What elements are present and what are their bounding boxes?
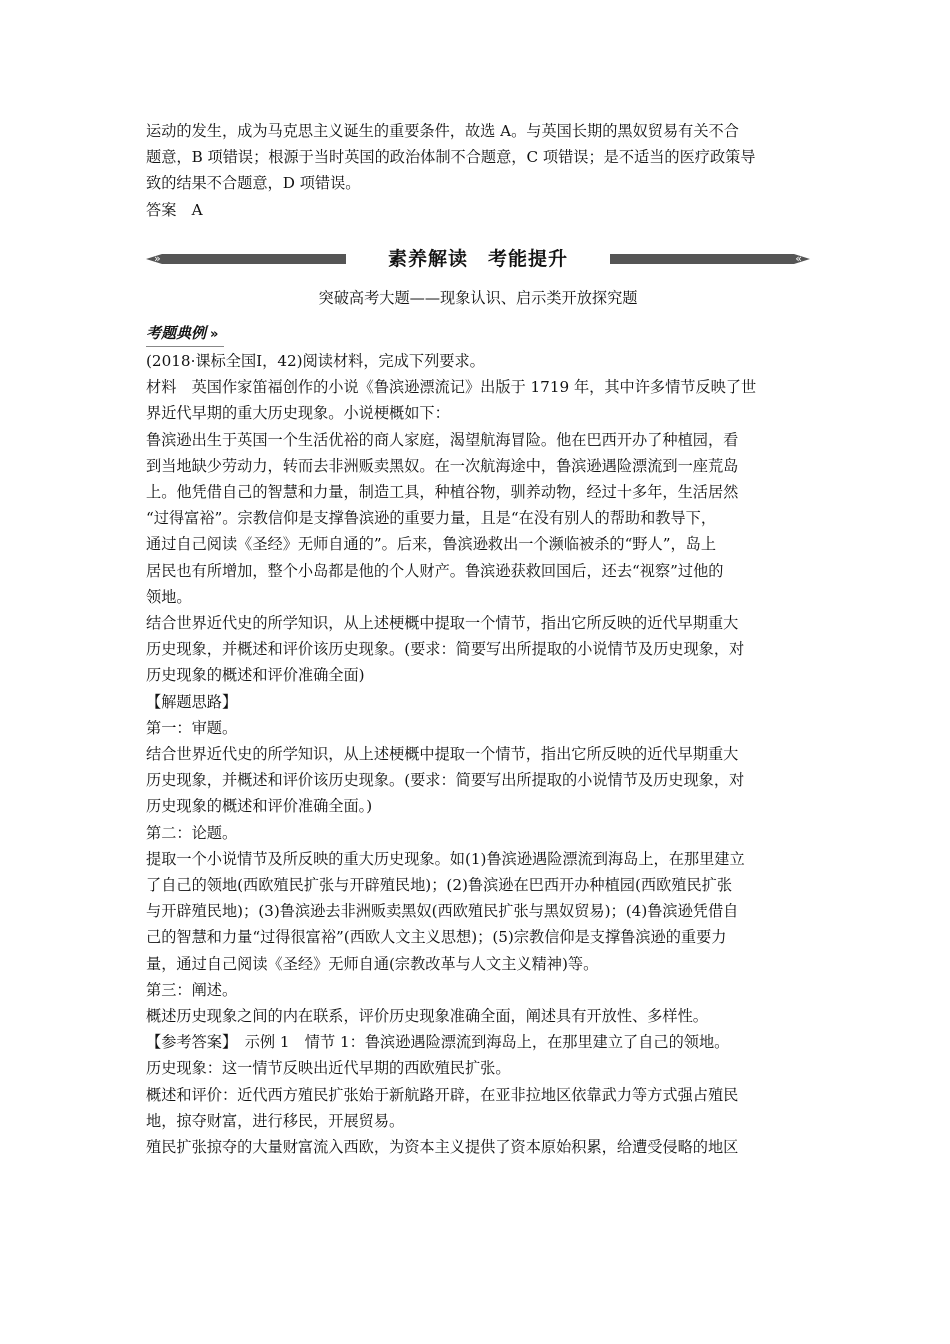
- text-line: 材料 英国作家笛福创作的小说《鲁滨逊漂流记》出版于 1719 年，其中许多情节反映了世: [146, 378, 757, 397]
- text-line: 界近代早期的重大历史现象。小说梗概如下：: [146, 404, 450, 423]
- question-body: [146, 348, 810, 1160]
- section-subtitle: 突破高考大题——现象认识、启示类开放探究题: [318, 289, 638, 307]
- text-line: 致的结果不合题意，D 项错误。: [146, 174, 361, 193]
- text-line: “过得富裕”。宗教信仰是支撑鲁滨逊的重要力量，且是“在没有别人的帮助和教导下，: [146, 509, 717, 528]
- text-line: 历史现象，并概述和评价该历史现象。(要求：简要写出所提取的小说情节及历史现象，对: [146, 771, 745, 790]
- text-line: 运动的发生，成为马克思主义诞生的重要条件，故选 A。与英国长期的黑奴贸易有关不合: [146, 122, 739, 140]
- text-line: 己的智慧和力量“过得很富裕”(西欧人文主义思想)；(5)宗教信仰是支撑鲁滨逊的重要力: [146, 928, 727, 947]
- text-line: 量，通过自己阅读《圣经》无师自通(宗教改革与人文主义精神)等。: [146, 954, 599, 973]
- double-chevron-right-icon: »: [154, 252, 161, 265]
- text-line: 结合世界近代史的所学知识，从上述梗概中提取一个情节，指出它所反映的近代早期重大: [146, 745, 739, 764]
- example-label-text: 考题典例: [146, 324, 207, 342]
- text-line: 鲁滨逊出生于英国一个生活优裕的商人家庭，渴望航海冒险。他在巴西开办了种植园，看: [146, 430, 739, 449]
- heading-line: 【参考答案】 示例 1 情节 1：鲁滨逊遇险漂流到海岛上，在那里建立了自己的领地。: [146, 1033, 730, 1052]
- text-line: 第一：审题。: [146, 718, 238, 737]
- text-line: 历史现象的概述和评价准确全面。): [146, 797, 373, 816]
- text-line: 历史现象的概述和评价准确全面): [146, 666, 365, 685]
- text-line: 概述和评价：近代西方殖民扩张始于新航路开辟，在亚非拉地区依靠武力等方式强占殖民: [146, 1085, 739, 1104]
- answer-line: 答案 A: [146, 200, 203, 219]
- text-line: 领地。: [146, 587, 192, 606]
- text-line: 上。他凭借自己的智慧和力量，制造工具，种植谷物，驯养动物，经过十多年，生活居然: [146, 483, 739, 502]
- text-line: 与开辟殖民地)；(3)鲁滨逊去非洲贩卖黑奴(西欧殖民扩张与黑奴贸易)；(4)鲁滨逊凭借自: [146, 902, 739, 921]
- banner-title: 素养解读 考能提升: [387, 248, 568, 270]
- text-line: 到当地缺少劳动力，转而去非洲贩卖黑奴。在一次航海途中，鲁滨逊遇险漂流到一座荒岛: [146, 456, 739, 475]
- text-line: 第三：阐述。: [146, 980, 238, 999]
- text-line: 概述历史现象之间的内在联系，评价历史现象准确全面，阐述具有开放性、多样性。: [146, 1007, 708, 1026]
- double-chevron-icon: »: [210, 327, 219, 342]
- text-line: 题意，B 项错误；根源于当时英国的政治体制不合题意，C 项错误；是不适当的医疗政策导: [146, 148, 756, 167]
- text-line: 第二：论题。: [146, 823, 238, 842]
- text-line: 结合世界近代史的所学知识，从上述梗概中提取一个情节，指出它所反映的近代早期重大: [146, 614, 739, 633]
- top-paragraph: [146, 118, 810, 223]
- text-line: (2018·课标全国Ⅰ，42)阅读材料，完成下列要求。: [146, 352, 485, 370]
- heading-line: 【解题思路】: [146, 692, 238, 711]
- example-label: [146, 322, 224, 347]
- text-line: 历史现象，并概述和评价该历史现象。(要求：简要写出所提取的小说情节及历史现象，对: [146, 640, 745, 659]
- text-line: 居民也有所增加，整个小岛都是他的个人财产。鲁滨逊获救回国后，还去“视察”过他的: [146, 561, 724, 580]
- text-line: 了自己的领地(西欧殖民扩张与开辟殖民地)；(2)鲁滨逊在巴西开办种植园(西欧殖民扩张: [146, 876, 733, 895]
- text-line: 历史现象：这一情节反映出近代早期的西欧殖民扩张。: [146, 1059, 511, 1078]
- text-line: 地，掠夺财富，进行移民，开展贸易。: [146, 1111, 405, 1130]
- double-chevron-left-icon: «: [795, 252, 802, 265]
- text-line: 殖民扩张掠夺的大量财富流入西欧，为资本主义提供了资本原始积累，给遭受侵略的地区: [146, 1138, 739, 1157]
- text-line: 通过自己阅读《圣经》无师自通的”。后来，鲁滨逊救出一个濒临被杀的“野人”，岛上: [146, 535, 717, 554]
- text-line: 提取一个小说情节及所反映的重大历史现象。如(1)鲁滨逊遇险漂流到海岛上，在那里建立: [146, 849, 745, 868]
- section-banner: [146, 244, 810, 274]
